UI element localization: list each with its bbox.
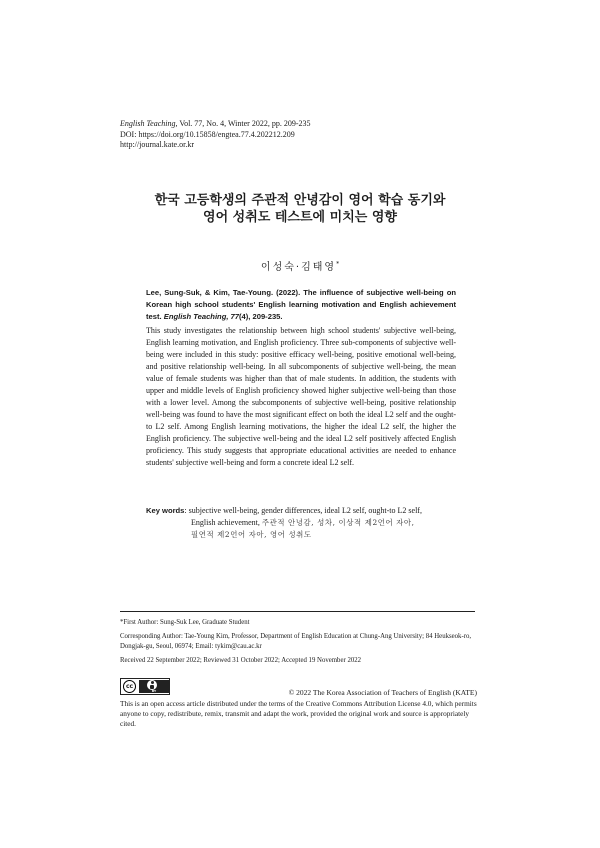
title-line-1: 한국 고등학생의 주관적 안녕감이 영어 학습 동기와 bbox=[154, 193, 446, 208]
first-author-mark: * bbox=[336, 260, 340, 268]
journal-doi[interactable]: DOI: https://doi.org/10.15858/engtea.77.4.202212.209 bbox=[120, 129, 295, 139]
citation bbox=[146, 287, 456, 323]
received-dates: Received 22 September 2022; Reviewed 31 October 2022; Accepted 19 November 2022 bbox=[120, 657, 362, 664]
journal-issue: , Vol. 77, No. 4, Winter 2022, pp. 209-235 bbox=[175, 119, 311, 128]
citation-journal: English Teaching, 77 bbox=[163, 312, 240, 321]
keywords-line-2 bbox=[146, 517, 456, 529]
journal-header bbox=[120, 119, 520, 151]
copyright: © 2022 The Korea Association of Teachers of English (KATE) bbox=[288, 688, 477, 697]
citation-text: Lee, Sung-Suk, & Kim, Tae-Young. (2022). The influence of subjective well-being on Korean high school students' English learning motivation and English achievement test. bbox=[146, 288, 456, 321]
license-statement: This is an open access article distributed under the terms of the Creative Commons Attribution License 4.0, which permits anyone to copy, redistribute, remix, transmit and adapt the work, provided the original work and source is appropriately cited. bbox=[120, 699, 477, 729]
author-names: 이성숙·김태영 bbox=[260, 262, 337, 273]
paper-title-korean bbox=[100, 192, 500, 226]
journal-name: English Teaching bbox=[120, 119, 176, 128]
footnote-divider bbox=[120, 611, 475, 612]
keywords-line-1 bbox=[146, 505, 456, 517]
keywords-english-2: English achievement, bbox=[191, 518, 262, 527]
first-author-note: *First Author: Sung-Suk Lee, Graduate Student bbox=[120, 619, 250, 626]
by-label: BY bbox=[151, 689, 157, 693]
keywords bbox=[146, 505, 456, 541]
keywords-label: Key words bbox=[146, 506, 185, 515]
keywords-english: : subjective well-being, gender differences, ideal L2 self, ought-to L2 self, bbox=[184, 506, 422, 515]
title-line-2: 영어 성취도 테스트에 미치는 영향 bbox=[203, 210, 397, 225]
authors-korean bbox=[100, 258, 500, 273]
journal-issue-line bbox=[120, 119, 520, 130]
keywords-korean-2: 필연적 제2언어 자아, 영어 성취도 bbox=[191, 530, 312, 539]
attribution-icon-head bbox=[151, 681, 154, 684]
citation-pages: (4), 209-235. bbox=[239, 312, 283, 321]
keywords-korean: 주관적 안녕감, 성차, 이상적 제2언어 자아, bbox=[261, 518, 415, 527]
journal-url[interactable]: http://journal.kate.or.kr bbox=[120, 140, 194, 149]
abstract: This study investigates the relationship between high school students' subjective well-being, English learning motivation, and English proficiency. Three sub-components of subjective well-being were included in this study: positive efficacy well-being, positive emotional well-being, and positive relationship well-being. In all subcomponents of subjective well-being, the mean value of female students was higher than that of male students. In addition, the students with upper and middle levels of English proficiency showed higher subjective well-being than those with a lower level. Among the subcomponents of subjective well-being, positive relationship well-being was found to have the most significant effect on both the ideal L2 self and the ought-to L2 self. Among English learning motivations, the higher the ideal L2 self, the higher the English proficiency. The subjective well-being and the ideal L2 self positively affected English proficiency. This study suggests that appropriate educational activities are needed to enhance students' subjective well-being and form a concrete ideal L2 self. bbox=[146, 326, 456, 467]
corresponding-author-note: Corresponding Author: Tae-Young Kim, Professor, Department of English Education at Chung-Ang University; 84 Heukseok-ro, Dongjak-gu, Seoul, 06974; Email: tykim@cau.ac.kr bbox=[120, 633, 472, 650]
cc-icon: cc bbox=[123, 680, 136, 693]
